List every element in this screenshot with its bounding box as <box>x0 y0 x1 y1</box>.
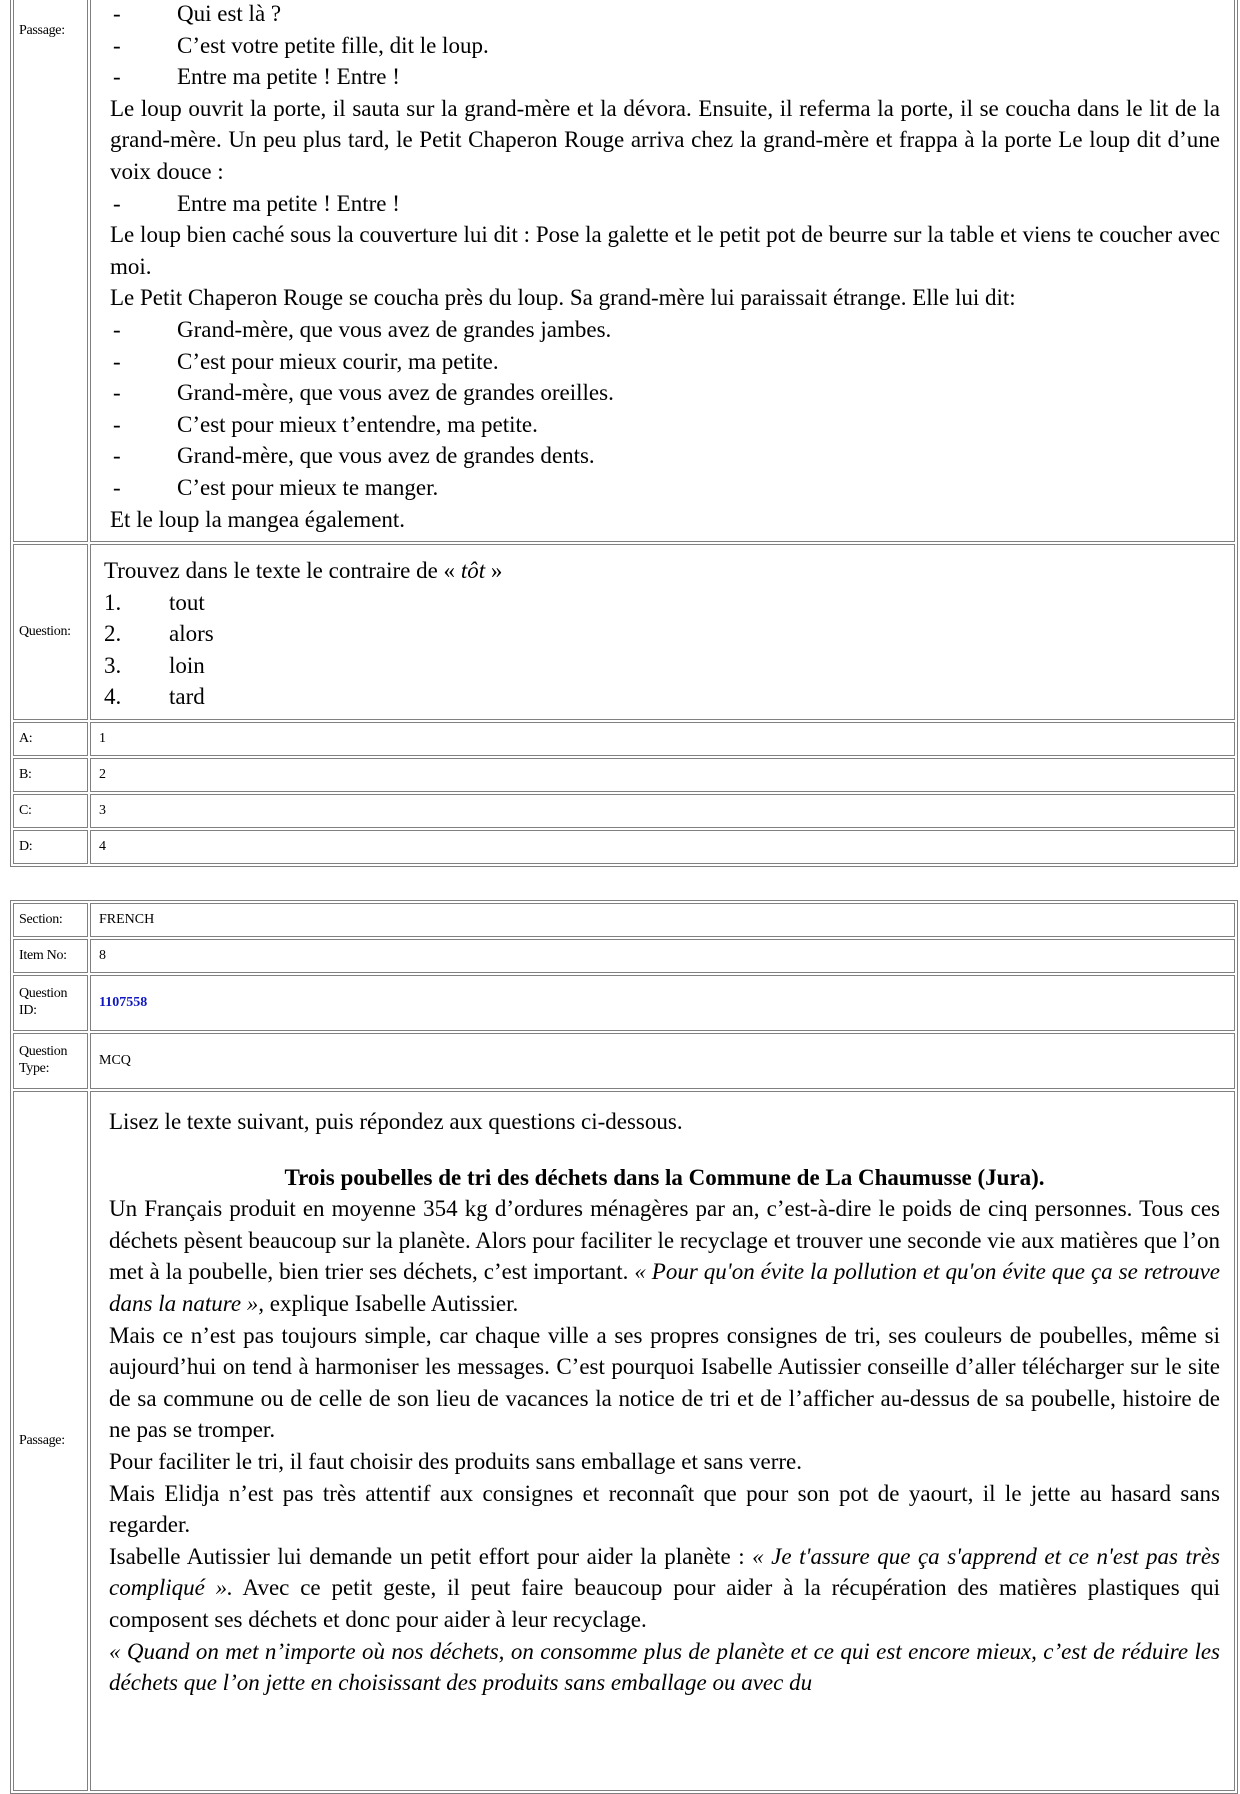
choice-item: 1. tout <box>104 589 205 615</box>
passage-paragraph: Le Petit Chaperon Rouge se coucha près du loup. Sa grand-mère lui paraissait étrange. Elle lui dit: <box>110 285 1016 311</box>
dialogue-line: - Qui est là ? <box>113 1 282 26</box>
passage-row <box>13 1091 1235 1791</box>
question-type-value: MCQ <box>90 1033 1235 1089</box>
question-id-row <box>13 975 1235 1031</box>
section-label: Section: <box>13 903 88 937</box>
dialogue-line: - C’est pour mieux courir, ma petite. <box>113 348 499 374</box>
passage-paragraph: « Quand on met n’importe où nos déchets, on consomme plus de planète et ce qui est encore mieux, c’est de réduire les déchets que l’on jette en choisissant des produits sans emballage ou avec du <box>109 1638 1220 1696</box>
passage-intro: Lisez le texte suivant, puis répondez aux questions ci-dessous. <box>109 1109 683 1134</box>
choice-item: 4. tard <box>104 684 205 710</box>
passage-paragraph: Pour faciliter le tri, il faut choisir des produits sans emballage et sans verre. <box>109 1448 802 1474</box>
passage-paragraph: Isabelle Autissier lui demande un petit effort pour aider la planète : « Je t'assure que ça s'apprend et ce n'est pas très compliqué ». Avec ce petit geste, il peut faire beaucoup pour aider à la récupération des matières plastiques qui composent ses déchets et donc pour aider à leur recyclage. <box>109 1543 1221 1632</box>
answer-value: 3 <box>90 794 1235 828</box>
choice-item: 2. alors <box>104 621 214 647</box>
answer-label: B: <box>13 758 88 792</box>
choice-item: 3. loin <box>104 652 205 678</box>
passage-paragraph: Le loup bien caché sous la couverture lui dit : Pose la galette et le petit pot de beurre sur la table et viens te coucher avec moi. <box>110 222 1220 279</box>
answer-row-d <box>13 830 1235 864</box>
passage-content <box>90 1091 1235 1791</box>
answer-row-a <box>13 722 1235 756</box>
answer-value: 4 <box>90 830 1235 864</box>
item-no-label: Item No: <box>13 939 88 973</box>
passage-row <box>13 0 1235 542</box>
section-row <box>13 903 1235 937</box>
dialogue-line: - Entre ma petite ! Entre ! <box>113 190 400 216</box>
question-id-value[interactable]: 1107558 <box>90 975 1235 1031</box>
question-content <box>90 544 1235 720</box>
answer-value: 2 <box>90 758 1235 792</box>
question-type-row <box>13 1033 1235 1089</box>
answer-value: 1 <box>90 722 1235 756</box>
passage-label: Passage: <box>13 1091 88 1791</box>
answer-row-c <box>13 794 1235 828</box>
question-type-label: Question Type: <box>13 1033 88 1089</box>
dialogue-line: - Grand-mère, que vous avez de grandes jambes. <box>113 316 612 342</box>
section-value: FRENCH <box>90 903 1235 937</box>
item-7-table <box>10 0 1238 867</box>
passage-title: Trois poubelles de tri des déchets dans la Commune de La Chaumusse (Jura). <box>284 1164 1045 1190</box>
passage-paragraph: Et le loup la mangea également. <box>110 506 406 532</box>
item-no-value: 8 <box>90 939 1235 973</box>
question-text: Trouvez dans le texte le contraire de « tôt » <box>104 558 503 583</box>
question-id-label: Question ID: <box>13 975 88 1031</box>
answer-row-b <box>13 758 1235 792</box>
dialogue-line: - C’est pour mieux te manger. <box>113 474 439 500</box>
dialogue-line: - Entre ma petite ! Entre ! <box>113 64 400 90</box>
answer-label: A: <box>13 722 88 756</box>
answer-label: D: <box>13 830 88 864</box>
passage-label: Passage: <box>13 0 88 542</box>
question-row <box>13 544 1235 720</box>
passage-paragraph: Mais Elidja n’est pas très attentif aux consignes et reconnaît que pour son pot de yaourt, il le jette au hasard sans regarder. <box>109 1480 1220 1538</box>
item-8-table <box>10 900 1238 1794</box>
item-no-row <box>13 939 1235 973</box>
dialogue-line: - C’est pour mieux t’entendre, ma petite. <box>113 411 538 437</box>
answer-label: C: <box>13 794 88 828</box>
dialogue-line: - C’est votre petite fille, dit le loup. <box>113 32 489 58</box>
passage-paragraph: Mais ce n’est pas toujours simple, car chaque ville a ses propres consignes de tri, ses couleurs de poubelles, même si aujourd’hui on tend à harmoniser les messages. C’est pourquoi Isabelle Autissier conseille d’aller télécharger sur le site de sa commune ou de celle de son lieu de vacances la notice de tri et de l’afficher au-dessus de sa poubelle, histoire de ne pas se tromper. <box>109 1322 1220 1443</box>
passage-content <box>90 0 1235 542</box>
passage-paragraph: Le loup ouvrit la porte, il sauta sur la grand-mère et la dévora. Ensuite, il referma la porte, il se coucha dans le lit de la grand-mère. Un peu plus tard, le Petit Chaperon Rouge arriva chez la grand-mère et frappa à la porte Le loup dit d’une voix douce : <box>110 95 1220 184</box>
dialogue-line: - Grand-mère, que vous avez de grandes oreilles. <box>113 380 614 406</box>
question-label: Question: <box>13 544 88 720</box>
passage-paragraph: Un Français produit en moyenne 354 kg d’ordures ménagères par an, c’est-à-dire le poids de cinq personnes. Tous ces déchets pèsent beaucoup sur la planète. Alors pour faciliter le recyclage et trouver une seconde vie aux matières que l’on met à la poubelle, bien trier ses déchets, c’est important. « Pour qu'on évite la pollution et qu'on évite que ça se retrouve dans la nature », explique Isabelle Autissier. <box>109 1196 1220 1316</box>
dialogue-line: - Grand-mère, que vous avez de grandes dents. <box>113 443 595 469</box>
